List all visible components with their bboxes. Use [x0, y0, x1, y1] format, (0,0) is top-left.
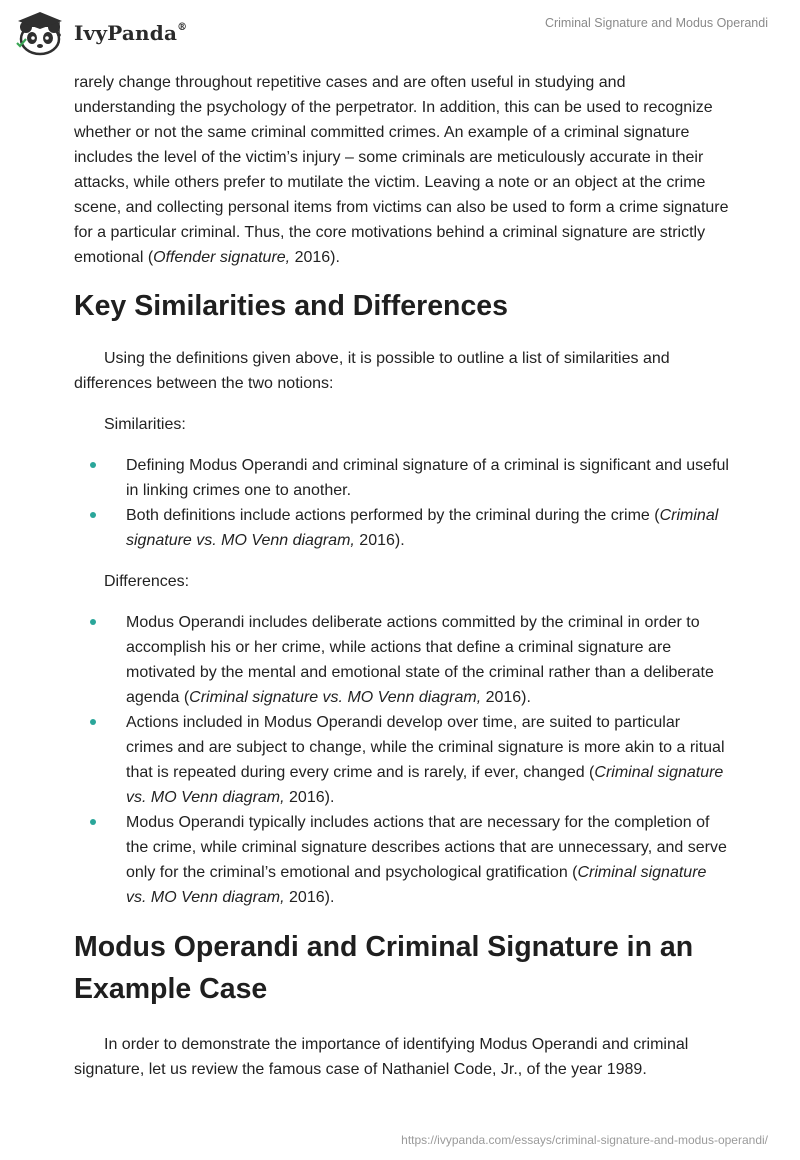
section-heading-example-case: Modus Operandi and Criminal Signature in an Example Case: [74, 931, 694, 1005]
list-item: Modus Operandi typically includes actions that are necessary for the completion of the crime, while criminal signature describes actions that are unnecessary, and serve only for the criminal’s emotional and psychological gratification (Criminal signature vs. MO Venn diagram, 2016).: [74, 810, 730, 910]
source-url-link[interactable]: https://ivypanda.com/essays/criminal-signature-and-modus-operandi/: [401, 1133, 768, 1147]
differences-list: [74, 610, 730, 910]
similarities-list: [74, 453, 730, 553]
section-heading-similarities-differences: Key Similarities and Differences: [74, 290, 509, 322]
panda-graduate-icon: [14, 10, 66, 56]
list-item: Modus Operandi includes deliberate actions committed by the criminal in order to accomplish his or her crime, while actions that define a criminal signature are motivated by the mental and emotional state of the criminal rather than a deliberate agenda (Criminal signature vs. MO Venn diagram, 2016).: [74, 610, 730, 710]
logo-wordmark: IvyPanda®: [74, 21, 188, 45]
page-header: [0, 0, 800, 70]
running-title: Criminal Signature and Modus Operandi: [544, 16, 768, 30]
intro-paragraph: rarely change throughout repetitive cases and are often useful in studying and understanding the psychology of the perpetrator. In addition, this can be used to recognize whether or not the same criminal committed crimes. An example of a criminal signature includes the level of the victim’s injury – some criminals are meticulously accurate in their attacks, while others prefer to mutilate the victim. Leaving a note or an object at the crime scene, and collecting personal items from victims can also be used to form a crime signature for a particular criminal. Thus, the core motivations behind a criminal signature are strictly emotional (Offender signature, 2016).: [74, 74, 729, 266]
differences-label: Differences:: [104, 573, 190, 590]
list-item: Actions included in Modus Operandi develop over time, are suited to particular crimes and are subject to change, while the criminal signature is more akin to a ritual that is repeated during every crime and is rarely, if ever, changed (Criminal signature vs. MO Venn diagram, 2016).: [74, 710, 730, 810]
example-case-paragraph: In order to demonstrate the importance of identifying Modus Operandi and criminal signature, let us review the famous case of Nathaniel Code, Jr., of the year 1989.: [74, 1036, 689, 1078]
essay-body: [74, 70, 730, 1082]
list-item: Defining Modus Operandi and criminal signature of a criminal is significant and useful in linking crimes one to another.: [74, 453, 730, 503]
section-lead-paragraph: Using the definitions given above, it is possible to outline a list of similarities and differences between the two notions:: [74, 350, 670, 392]
list-item: Both definitions include actions performed by the criminal during the crime (Criminal signature vs. MO Venn diagram, 2016).: [74, 503, 730, 553]
similarities-label: Similarities:: [104, 416, 186, 433]
ivypanda-logo[interactable]: [14, 10, 187, 56]
